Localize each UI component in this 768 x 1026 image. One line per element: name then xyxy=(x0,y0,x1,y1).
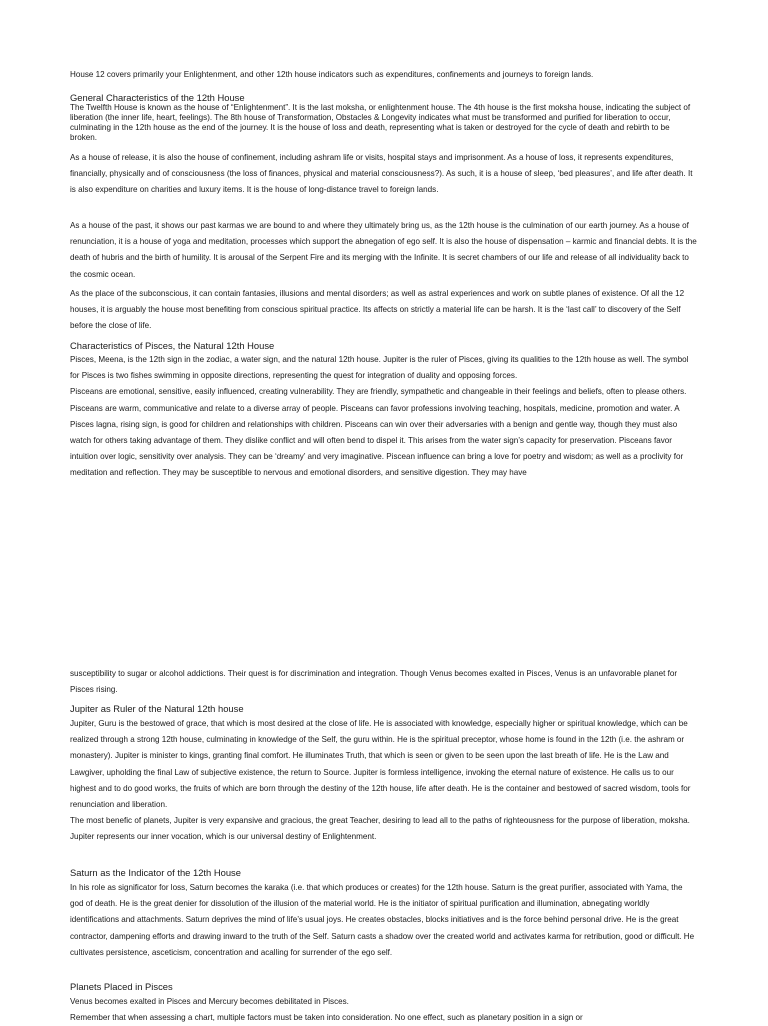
section-heading-pisces: Characteristics of Pisces, the Natural 12th House xyxy=(70,340,275,351)
paragraph: The Twelfth House is known as the house of “Enlightenment”. It is the last moksha, or enlightenment house. The 4th house is the first moksha house, indicating the subject of liberation (the inner life, heart, feelings). The 8th house of Transformation, Obstacles & Longevity indicates what must be transformed and purified for liberation to occur, culminating in the 12th house as the end of the journey. It is the house of loss and death, representing what is taken or destroyed for the cycle of death and rebirth to be broken. xyxy=(70,103,691,142)
paragraph: As a house of release, it is also the house of confinement, including ashram life or visits, hospital stays and imprisonment. As a house of loss, it represents expenditures, financially, physically and of consciousness (the loss of finances, physical and material consciousness?). As such, it is a house of sleep, ‘bed pleasures’, and life after death. It is also expenditure on charities and luxury items. It is the house of long-distance travel to foreign lands. xyxy=(70,153,693,195)
paragraph: As the place of the subconscious, it can contain fantasies, illusions and mental disorders; as well as astral experiences and work on subtle planes of existence. Of all the 12 houses, it is arguably the house most benefiting from conscious spiritual practice. Its affects on strictly a material life can be harsh. It is the ‘last call’ to discovery of the Self before the close of life. xyxy=(70,289,685,331)
paragraph: Venus becomes exalted in Pisces and Mercury becomes debilitated in Pisces. xyxy=(70,997,349,1006)
paragraph: The most benefic of planets, Jupiter is very expansive and gracious, the great Teacher, desiring to lead all to the paths of righteousness for the purpose of liberation, moksha. Jupiter represents our inner vocation, which is our universal destiny of Enlightenment. xyxy=(70,816,690,842)
section-heading-jupiter: Jupiter as Ruler of the Natural 12th house xyxy=(70,703,244,714)
paragraph: In his role as significator for loss, Saturn becomes the karaka (i.e. that which produces or creates) for the 12th house. Saturn is the great purifier, associated with Yama, the god of death. He is the great denier for dissolution of the illusion of the material world. He is the initiator of spiritual purification and illumination, abnegating worldly identifications and attachments. Saturn deprives the mind of life’s usual joys. He creates obstacles, blocks initiatives and is the force behind personal drive. He is the great contractor, dampening efforts and drawing inward to the truth of the Self. Saturn casts a shadow over the created world and activates karma for retribution, good or difficult. He cultivates persistence, asceticism, concentration and acalling for surrender of the ego self. xyxy=(70,883,695,957)
paragraph: Pisces, Meena, is the 12th sign in the zodiac, a water sign, and the natural 12th house. Jupiter is the ruler of Pisces, giving its qualities to the 12th house as well. The symbol for Pisces is two fishes swimming in opposite directions, representing the quest for integration of duality and opposing forces. xyxy=(70,355,689,381)
section-saturn-body xyxy=(70,880,698,961)
paragraph: As a house of the past, it shows our past karmas we are bound to and where they ultimately bring us, as the 12th house is the culmination of our earth journey. As a house of renunciation, it is a house of yoga and meditation, processes which support the abnegation of ego self. It is also the house of dispensation – karmic and financial debts. It is the death of hubris and the birth of humility. It is arousal of the Serpent Fire and its merging with the Infinite. It is secret chambers of our life and release of all individuality back to the cosmic ocean. xyxy=(70,221,697,279)
section-heading-general: General Characteristics of the 12th House xyxy=(70,92,245,103)
section-general-para-4 xyxy=(70,286,698,335)
section-pisces-continued xyxy=(70,666,698,698)
section-jupiter-body xyxy=(70,716,698,846)
section-general-para-2 xyxy=(70,150,698,199)
paragraph: susceptibility to sugar or alcohol addictions. Their quest is for discrimination and integration. Though Venus becomes exalted in Pisces, Venus is an unfavorable planet for Pisces rising. xyxy=(70,669,678,695)
paragraph: Remember that when assessing a chart, multiple factors must be taken into consideration. No one effect, such as planetary position in a sign or xyxy=(70,1013,583,1023)
section-general-para-1 xyxy=(70,103,698,143)
section-heading-saturn: Saturn as the Indicator of the 12th House xyxy=(70,867,241,878)
intro-paragraph: House 12 covers primarily your Enlightenment, and other 12th house indicators such as expenditures, confinements and journeys to foreign lands. xyxy=(70,70,594,79)
section-heading-planets: Planets Placed in Pisces xyxy=(70,981,173,992)
section-general-para-3 xyxy=(70,218,698,283)
section-planets-body xyxy=(70,994,698,1026)
section-pisces-body xyxy=(70,352,698,482)
paragraph: Pisceans are emotional, sensitive, easily influenced, creating vulnerability. They are friendly, sympathetic and changeable in their feelings and beliefs, often to please others. Pisceans are warm, communicative and relate to a diverse array of people. Pisceans can favor professions involving teaching, hospitals, medicine, promotion and water. A Pisces lagna, rising sign, is good for children and relationships with children. Pisceans can win over their adversaries with a benign and gentle way, though they must also watch for others taking advantage of them. They dislike conflict and will often bend to dispel it. This arises from the water sign’s capacity for preservation. Pisceans favor intuition over logic, sensitivity over analysis. They can be ‘dreamy’ and very imaginative. Piscean influence can bring a love for poetry and wisdom; as well as a proclivity for meditation and reflection. They may be susceptible to nervous and emotional disorders, and sensitive digestion. They may have xyxy=(70,387,687,478)
paragraph: Jupiter, Guru is the bestowed of grace, that which is most desired at the close of life. He is associated with knowledge, especially higher or spiritual knowledge, which can be realized through a strong 12th house, culminating in knowledge of the Self, the guru within. He is the spiritual preceptor, whose home is found in the 12th (i.e. the ashram or monastery). Jupiter is minister to kings, granting final comfort. He illuminates Truth, that which is seen or given to be seen upon the last breath of life. He is the Law and Lawgiver, upholding the final Law of subjective existence, the return to Source. Jupiter is formless intelligence, invoking the eternal nature of existence. He calls us to our highest and to do good works, the fruits of which are born through the destiny of the 12th house, life after death. He is the container and bestowed of sacred wisdom, tools for renunciation and liberation. xyxy=(70,719,691,810)
